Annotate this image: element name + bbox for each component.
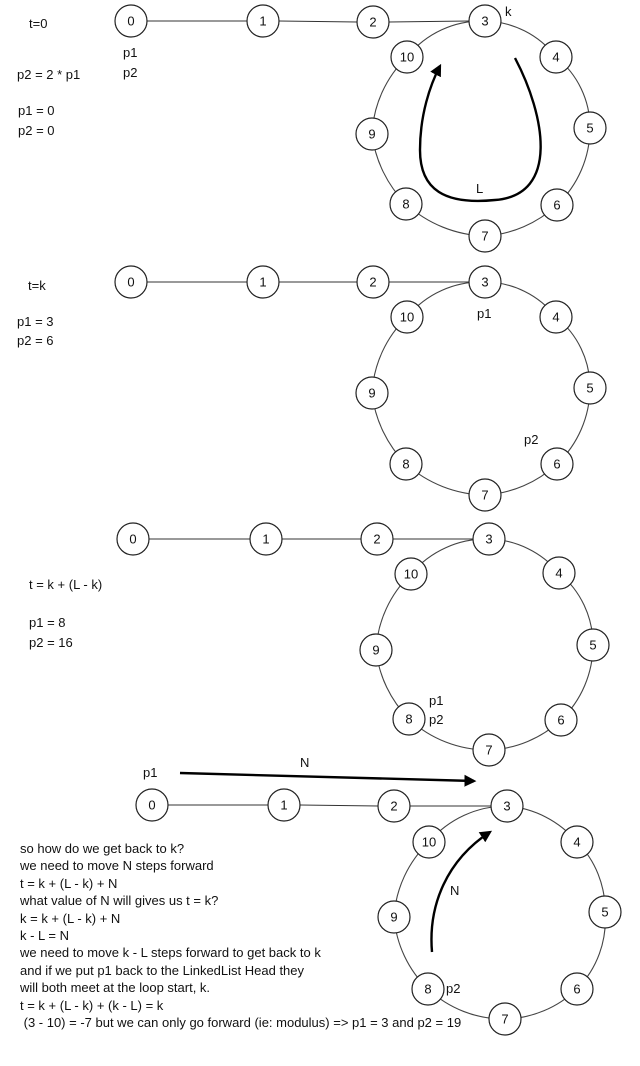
node-4 — [561, 826, 593, 858]
N-arrow-label: N — [450, 883, 460, 898]
explanation-line: k - L = N — [20, 928, 70, 944]
explanation-text — [20, 840, 461, 1031]
node-label: 9 — [372, 642, 380, 658]
panel-3 — [117, 523, 609, 766]
edge-2-3 — [389, 21, 469, 22]
node-2 — [378, 790, 410, 822]
node-label: 1 — [280, 797, 288, 813]
panel-2 — [115, 266, 606, 511]
node-2 — [357, 266, 389, 298]
node-label: 4 — [573, 834, 581, 850]
node-7 — [469, 220, 501, 252]
panel2-p2-value: p2 = 6 — [17, 333, 54, 348]
node-label: 7 — [481, 228, 489, 244]
node-label: 9 — [390, 909, 398, 925]
p2-pointer-label: p2 — [524, 432, 539, 447]
node-3 — [469, 266, 501, 298]
p1-pointer-label: p1 — [123, 45, 138, 60]
node-1 — [250, 523, 282, 555]
panel-1 — [115, 5, 606, 252]
node-4 — [540, 41, 572, 73]
p2-pointer-label: p2 — [123, 65, 138, 80]
node-8 — [393, 703, 425, 735]
node-3 — [469, 5, 501, 37]
explanation-line: and if we put p1 back to the LinkedList Head they — [20, 962, 305, 978]
node-label: 2 — [369, 14, 377, 30]
node-5 — [574, 112, 606, 144]
node-0 — [115, 5, 147, 37]
node-10 — [395, 558, 427, 590]
edge-1-2 — [300, 805, 378, 806]
panel2-p1-value: p1 = 3 — [17, 314, 54, 329]
p1-pointer-label: p1 — [429, 693, 444, 708]
node-label: 8 — [405, 711, 413, 727]
node-7 — [473, 734, 505, 766]
edge-1-2 — [279, 21, 357, 22]
node-label: 7 — [501, 1011, 509, 1027]
node-2 — [361, 523, 393, 555]
node-label: 6 — [557, 712, 565, 728]
node-label: 7 — [481, 487, 489, 503]
node-label: 5 — [586, 120, 594, 136]
node-9 — [356, 118, 388, 150]
panel2-time-label: t=k — [28, 278, 46, 293]
node-label: 5 — [589, 637, 597, 653]
panel1-p2-value: p2 = 0 — [18, 123, 55, 138]
node-7 — [489, 1003, 521, 1035]
node-8 — [390, 448, 422, 480]
node-0 — [115, 266, 147, 298]
node-5 — [577, 629, 609, 661]
node-label: 4 — [555, 565, 563, 581]
node-label: 1 — [259, 274, 267, 290]
node-label: 8 — [402, 456, 410, 472]
node-label: 1 — [259, 13, 267, 29]
node-label: 4 — [552, 309, 560, 325]
node-5 — [574, 372, 606, 404]
node-label: 6 — [553, 197, 561, 213]
explanation-line: so how do we get back to k? — [20, 841, 185, 856]
node-label: 3 — [503, 798, 511, 814]
panel1-relation-label: p2 = 2 * p1 — [17, 67, 81, 82]
panel1-time-label: t=0 — [29, 16, 48, 31]
loop-traversal-arrow — [420, 58, 541, 201]
node-1 — [268, 789, 300, 821]
node-8 — [390, 188, 422, 220]
p1-pointer-label: p1 — [477, 306, 492, 321]
explanation-line: (3 - 10) = -7 but we can only go forward (ie: modulus) => p1 = 3 and p2 = 19 — [20, 1015, 462, 1031]
node-6 — [541, 448, 573, 480]
node-4 — [543, 557, 575, 589]
node-label: 1 — [262, 531, 270, 547]
node-6 — [541, 189, 573, 221]
node-1 — [247, 266, 279, 298]
panel1-p1-value: p1 = 0 — [18, 103, 55, 118]
panel3-p2-value: p2 = 16 — [29, 635, 73, 650]
node-2 — [357, 6, 389, 38]
node-0 — [117, 523, 149, 555]
node-label: 0 — [129, 531, 137, 547]
node-label: 6 — [553, 456, 561, 472]
node-label: 9 — [368, 385, 376, 401]
node-6 — [561, 973, 593, 1005]
node-label: 10 — [403, 566, 419, 582]
p1-pointer-label: p1 — [143, 765, 158, 780]
explanation-line: t = k + (L - k) + N — [20, 875, 118, 891]
loop-length-L-label: L — [476, 181, 484, 196]
node-label: 5 — [586, 380, 594, 396]
node-0 — [136, 789, 168, 821]
node-3 — [491, 790, 523, 822]
explanation-line: we need to move N steps forward — [20, 858, 214, 874]
node-label: 10 — [399, 309, 415, 325]
node-label: 8 — [424, 981, 432, 997]
node-1 — [247, 5, 279, 37]
node-6 — [545, 704, 577, 736]
node-label: 0 — [148, 797, 156, 813]
node-label: 10 — [399, 49, 415, 65]
node-label: 10 — [421, 834, 437, 850]
explanation-line: k = k + (L - k) + N — [20, 910, 121, 926]
explanation-line: what value of N will gives us t = k? — [20, 893, 219, 909]
node-label: 3 — [481, 13, 489, 29]
node-label: 8 — [402, 196, 410, 212]
node-10 — [391, 41, 423, 73]
node-7 — [469, 479, 501, 511]
node-label: 9 — [368, 126, 376, 142]
move-N-arrow — [180, 773, 474, 781]
node-label: 4 — [552, 49, 560, 65]
node-9 — [360, 634, 392, 666]
node-label: 0 — [127, 13, 135, 29]
N-arrow-label: N — [300, 755, 310, 770]
node-4 — [540, 301, 572, 333]
node-label: 0 — [127, 274, 135, 290]
node-label: 6 — [573, 981, 581, 997]
node-5 — [589, 896, 621, 928]
node-9 — [356, 377, 388, 409]
loop-start-k-label: k — [505, 4, 512, 19]
panel3-time-label: t = k + (L - k) — [29, 577, 103, 592]
node-label: 5 — [601, 904, 609, 920]
explanation-line: we need to move k - L steps forward to get back to k — [20, 945, 321, 961]
p2-pointer-label: p2 — [446, 981, 461, 996]
node-3 — [473, 523, 505, 555]
node-label: 7 — [485, 742, 493, 758]
explanation-line: will both meet at the loop start, k. — [20, 980, 211, 996]
panel3-p1-value: p1 = 8 — [29, 615, 66, 630]
node-label: 3 — [481, 274, 489, 290]
p2-pointer-label: p2 — [429, 712, 444, 727]
node-label: 2 — [369, 274, 377, 290]
node-label: 2 — [390, 798, 398, 814]
node-label: 3 — [485, 531, 493, 547]
node-10 — [391, 301, 423, 333]
explanation-line: t = k + (L - k) + (k - L) = k — [20, 997, 164, 1013]
node-label: 2 — [373, 531, 381, 547]
